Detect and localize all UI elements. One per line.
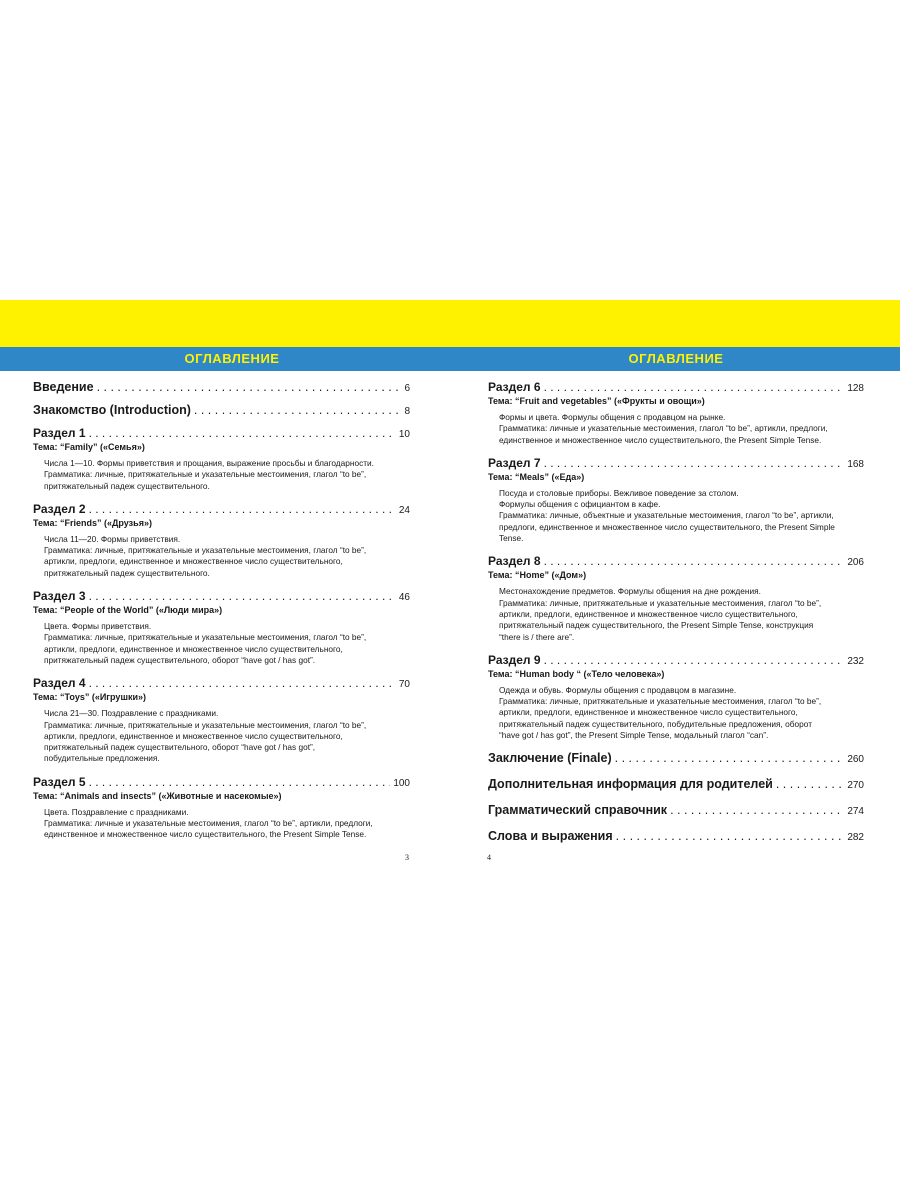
section-description: Посуда и столовые приборы. Вежливое поведение за столом. Формулы общения с официантом в кафе. Грамматика: личные, объектные и указательные местоимения, глагол “to be”, артикли, предлоги, единственное и множественное число существительного, the Present Simple Tense. [499, 487, 835, 544]
section-title: Раздел 1 [33, 426, 86, 440]
toc-section-1[interactable] [33, 426, 410, 492]
page-number: 70 [398, 679, 410, 691]
leader-dots [89, 775, 391, 789]
section-description: Формы и цвета. Формулы общения с продавцом на рынке. Грамматика: личные и указательные местоимения, глагол “to be”, артикли, предлоги, единственное и множественное число существительного, the Present Simple Tense. [499, 412, 828, 445]
entry-title: Введение [33, 380, 94, 394]
section-title: Раздел 4 [33, 676, 86, 691]
section-title: Раздел 2 [33, 501, 86, 516]
entry-title: Дополнительная информация для родителей [488, 777, 773, 792]
toc-section-9[interactable] [488, 653, 864, 741]
leader-dots [89, 676, 396, 690]
leader-dots [89, 589, 396, 603]
page-number: 282 [847, 832, 864, 844]
page-number: 168 [847, 458, 864, 470]
header-blue-band [0, 347, 900, 371]
toc-entry-intro[interactable] [33, 380, 410, 394]
leader-dots [194, 403, 402, 417]
section-title: Раздел 6 [488, 380, 541, 394]
section-description: Одежда и обувь. Формулы общения с продавцом в магазине. Грамматика: личные, притяжательные и указательные местоимения, глагол “to be”, артикли, предлоги, единственное и множественное число существительного, притяжательный падеж существительного, побудительные предложения, оборот “have got / has got”, the Present Simple Tense, модальный глагол “can”. [499, 684, 822, 741]
toc-section-2[interactable] [33, 502, 410, 579]
toc-entry-introduction[interactable] [33, 403, 410, 417]
toc-section-4[interactable] [33, 676, 410, 764]
section-topic: Тема: “Friends” («Друзья») [33, 517, 152, 528]
toc-entry-grammar[interactable] [488, 803, 864, 817]
page-number: 8 [404, 406, 410, 417]
section-topic: Тема: “People of the World” («Люди мира») [33, 605, 223, 616]
entry-title: Знакомство (Introduction) [33, 403, 191, 417]
folio-left: 3 [405, 853, 409, 862]
section-topic: Тема: “Meals” («Еда») [488, 471, 585, 482]
section-description: Числа 11—20. Формы приветствия. Грамматика: личные, притяжательные и указательные местоимения, глагол “to be”, артикли, предлоги, единственное и множественное число существительного, притяжательный падеж существительного. [44, 533, 367, 578]
page-number: 270 [847, 780, 864, 792]
page-number: 46 [398, 592, 410, 604]
toc-entry-words[interactable] [488, 829, 864, 843]
leader-dots [616, 829, 845, 843]
leader-dots [670, 803, 844, 817]
toc-section-7[interactable] [488, 456, 864, 544]
leader-dots [776, 777, 844, 791]
header-yellow-band [0, 300, 900, 347]
toc-section-5[interactable] [33, 775, 410, 841]
page-number: 260 [847, 754, 864, 766]
section-description: Числа 21—30. Поздравление с праздниками. Грамматика: личные, притяжательные и указательные местоимения, глагол “to be”, артикли, предлоги, единственное и множественное число существительного, притяжательный падеж существительного, оборот “have got / has got”, побудительные предложения. [44, 708, 367, 764]
entry-title: Слова и выражения [488, 829, 613, 844]
section-title: Раздел 8 [488, 554, 541, 569]
leader-dots [615, 751, 845, 765]
toc-entry-finale[interactable] [488, 751, 864, 765]
toc-entry-parents[interactable] [488, 777, 864, 791]
leader-dots [544, 380, 845, 394]
section-topic: Тема: “Home” («Дом») [488, 570, 587, 581]
left-page [33, 380, 410, 851]
section-title: Раздел 7 [488, 455, 541, 470]
page-number: 128 [847, 383, 864, 394]
toc-section-6[interactable] [488, 380, 864, 446]
page-number: 232 [847, 655, 864, 667]
page-number: 274 [847, 806, 864, 818]
page-number: 100 [393, 777, 410, 789]
page-number: 24 [398, 504, 410, 516]
page-number: 6 [404, 383, 410, 394]
toc-title-left: ОГЛАВЛЕНИЕ [184, 351, 280, 366]
section-topic: Тема: “Fruit and vegetables” («Фрукты и овощи») [488, 396, 705, 406]
leader-dots [89, 502, 396, 516]
section-description: Цвета. Формы приветствия. Грамматика: личные, притяжательные и указательные местоимения, глагол “to be”, артикли, предлоги, единственное и множественное число существительного, притяжательный падеж существительного, оборот “have got / has got”. [44, 621, 367, 665]
section-topic: Тема: “Toys” («Игрушки») [33, 692, 146, 703]
leader-dots [544, 554, 845, 568]
section-title: Раздел 3 [33, 589, 86, 604]
toc-section-3[interactable] [33, 589, 410, 666]
toc-section-8[interactable] [488, 554, 864, 642]
section-title: Раздел 5 [33, 774, 86, 789]
section-topic: Тема: “Human body “ («Тело человека») [488, 668, 665, 679]
entry-title: Грамматический справочник [488, 803, 668, 818]
section-topic: Тема: “Family” («Семья») [33, 442, 145, 452]
leader-dots [544, 653, 845, 667]
section-description: Местонахождение предметов. Формулы общения на дне рождения. Грамматика: личные, притяжательные и указательные местоимения, глагол “to be”, артикли, предлоги, единственное и множественное число существительного, притяжательный падеж существительного, the Present Simple Tense, конструкция “there is / there are”. [499, 586, 822, 642]
page-number: 206 [847, 557, 864, 569]
leader-dots [97, 380, 402, 394]
right-page [488, 380, 864, 843]
toc-title-right: ОГЛАВЛЕНИЕ [628, 351, 724, 366]
section-description: Цвета. Поздравление с праздниками. Грамматика: личные и указательные местоимения, глагол “to be”, артикли, предлоги, единственное и множественное число существительного, the Present Simple Tense. [44, 806, 373, 840]
leader-dots [89, 426, 396, 440]
section-description: Числа 1—10. Формы приветствия и прощания, выражение просьбы и благодарности. Грамматика: личные, притяжательные и указательные местоимения, глагол “to be”, притяжательный падеж существительного. [44, 458, 374, 491]
leader-dots [544, 456, 845, 470]
folio-right: 4 [487, 853, 491, 862]
page-number: 10 [398, 429, 410, 440]
section-title: Раздел 9 [488, 652, 541, 667]
section-topic: Тема: “Animals and insects” («Животные и насекомые») [33, 790, 282, 801]
entry-title: Заключение (Finale) [488, 751, 612, 766]
